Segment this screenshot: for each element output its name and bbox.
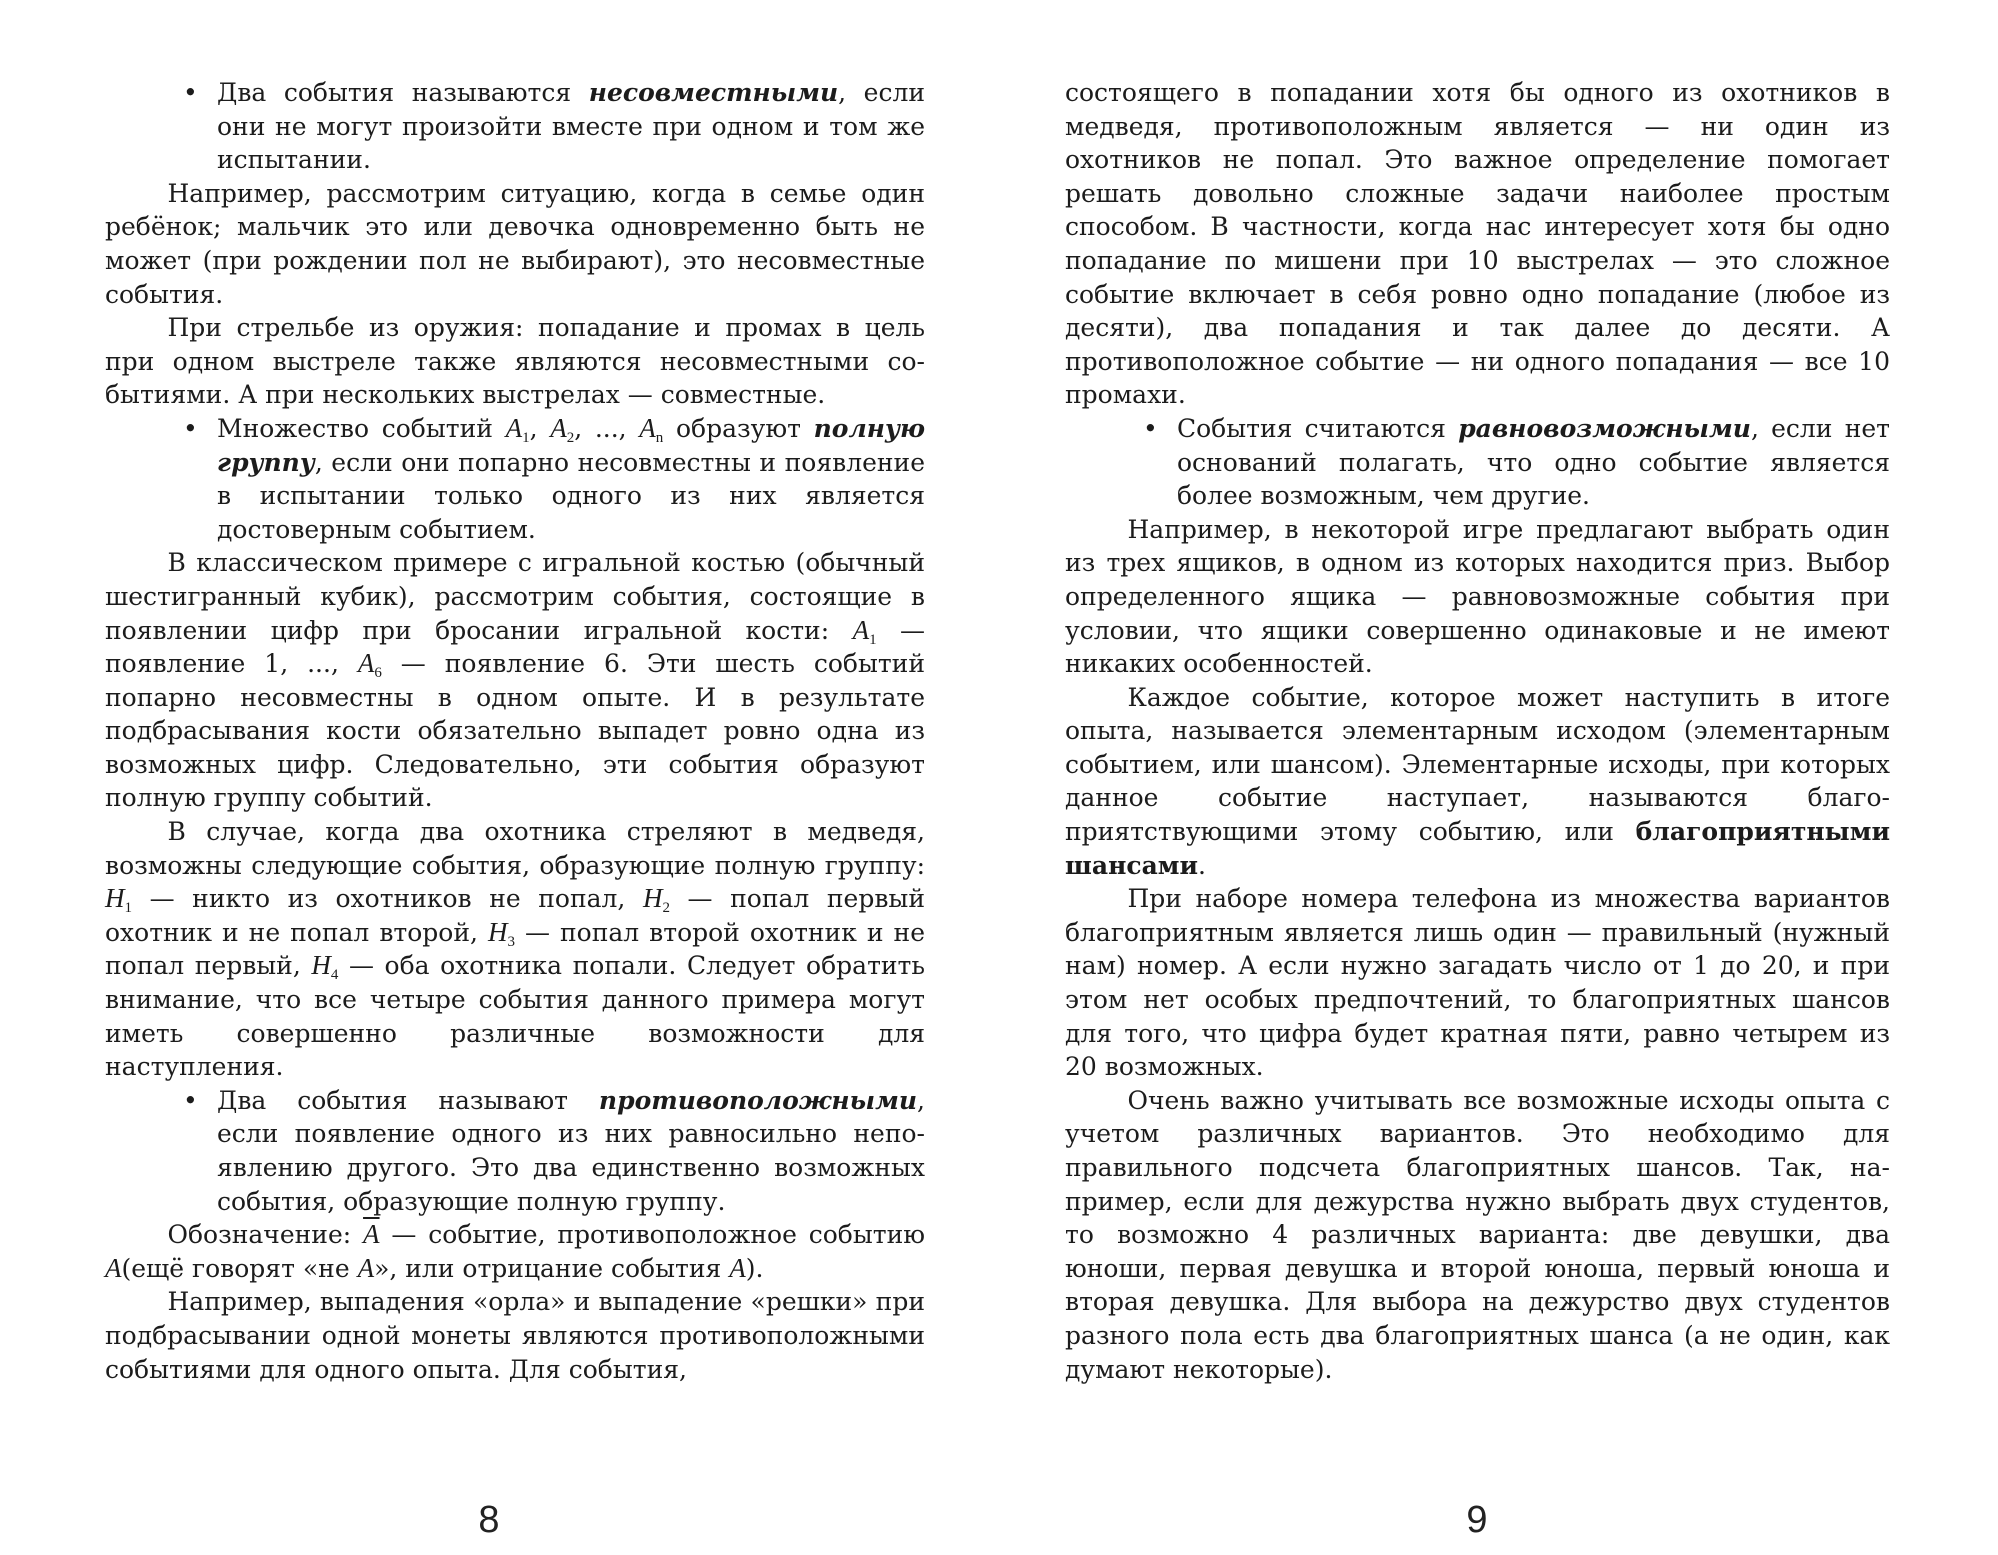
- left-page: [105, 0, 925, 1555]
- paragraph-students-example: Очень важно учитывать все возможные исходы опыта с учетом различных вариантов. Это необходимо для правильного подсчета благоприятных шансов. Так, например, если для дежурства нужно выбрать двух студентов, то возможно 4 различных варианта: две девушки, два юноши, первая девушка и второй юноша, первый юноша и вторая девушка. Для выбора на дежурство двух студентов разного пола есть два благоприятных шанса (а не один, как думают некоторые).: [1065, 1085, 1890, 1384]
- definition-equiprobable-events: • События считаются равновозможными, если нет оснований полагать, что одно событие является более возможным, чем другие.: [1065, 412, 1890, 513]
- paragraph-notation: Обозначение: $\overline{A}$ — событие, противоположное событию A(ещё говорят «не A», или отрицание события A).: [105, 1219, 925, 1283]
- right-page: [1065, 0, 1890, 1555]
- left-page-text: [105, 76, 925, 1386]
- paragraph-phone-example: При наборе номера телефона из множества вариантов благоприятным является лишь один — правильный (нужный нам) номер. А если нужно загадать число от 1 до 20, и при этом нет особых предпочтений, то благоприятных шансов для того, что цифра будет кратная пяти, равно четырем из 20 возможных.: [1065, 884, 1890, 1082]
- paragraph-dice-example: В классическом примере с игральной костью (обычный шестигранный кубик), рассмотрим события, состоящие в появлении цифр при бросании игральной кости: $A_1$ — появление 1, ..., $A_6$ — появление 6. Эти шесть событий попарно несовместны в одном опыте. И в результате подбрасывания кости обязательно выпадет ровно одна из возможных цифр. Следовательно, эти события образуют полную группу событий.: [105, 548, 925, 813]
- page-number-right: 9: [1466, 1499, 1488, 1541]
- paragraph-elementary-outcomes: Каждое событие, которое может наступить в итоге опыта, называется элементарным исходом (элементарным событием, или шансом). Элементарные исходы, при которых данное событие наступает, называются благоприятствующими этому событию, или благоприятными шансами.: [1065, 682, 1890, 880]
- term-equiprobable: равновозможными: [1458, 413, 1751, 443]
- paragraph-boxes-example: Например, в некоторой игре предлагают выбрать один из трех ящиков, в одном из которых находится приз. Выбор определенного ящика — равновозможные события при условии, что ящики совершенно одинаковые и не имеют никаких особенностей.: [1065, 514, 1890, 679]
- paragraph-hunters-example: В случае, когда два охотника стреляют в медведя, возможны следующие события, образующие полную группу: $H_1$ — никто из охотников не попал, $H_2$ — попал первый охотник и не попал второй, $H_3$ — попал второй охотник и не попал первый, $H_4$ — оба охотника попали. Следует обратить внимание, что все четыре события данного примера могут иметь совершенно различные возможности для наступления.: [105, 817, 925, 1082]
- definition-incompatible-events: • Два события называются несовместными, если они не могут произойти вместе при одном и том же испытании.: [105, 76, 925, 177]
- definition-opposite-events: • Два события называют противоположными, если появление одного из них равносильно непоявлению другого. Это два единственно возможных события, образующие полную группу.: [105, 1084, 925, 1218]
- page-number-left: 8: [478, 1499, 500, 1541]
- paragraph-child-example: Например, рассмотрим ситуацию, когда в семье один ребёнок; мальчик это или девочка одновременно быть не может (при рождении пол не выбирают), это несовместные события.: [105, 178, 925, 309]
- paragraph-shooting-example: При стрельбе из оружия: попадание и промах в цель при одном выстреле также являются несовместными событиями. А при нескольких выстрелах — совместные.: [105, 313, 925, 410]
- notation-a-bar: $\overline{A}$: [363, 1219, 380, 1250]
- paragraph-continued-hunters: состоящего в попадании хотя бы одного из охотников в медведя, противоположным является — ни один из охотников не попал. Это важное определение помогает решать довольно сложные задачи наиболее простым способом. В частности, когда нас интересует хотя бы одно попадание по мишени при 10 выстрелах — это сложное событие включает в себя ровно одно попадание (любое из десяти), два попадания и так далее до десяти. А противоположное событие — ни одного попадания — все 10 промахи.: [1065, 78, 1890, 410]
- definition-full-group: • Множество событий $A_1$, $A_2$, ..., $A_n$ образуют полную группу, если они попарно несовместны и появление в испытании только одного из них является достоверным событием.: [105, 412, 925, 546]
- term-favorable-chances: благоприятными шансами: [1065, 817, 1890, 880]
- right-page-text: [1065, 76, 1890, 1386]
- term-opposite: противоположными: [598, 1085, 918, 1115]
- paragraph-coin-example: Например, выпадения «орла» и выпадение «решки» при подбрасывании одной монеты являются противоположными событиями для одного опыта. Для события,: [105, 1287, 925, 1384]
- term-full-group: полную группу: [217, 413, 925, 477]
- term-incompatible: несовместными: [588, 78, 839, 107]
